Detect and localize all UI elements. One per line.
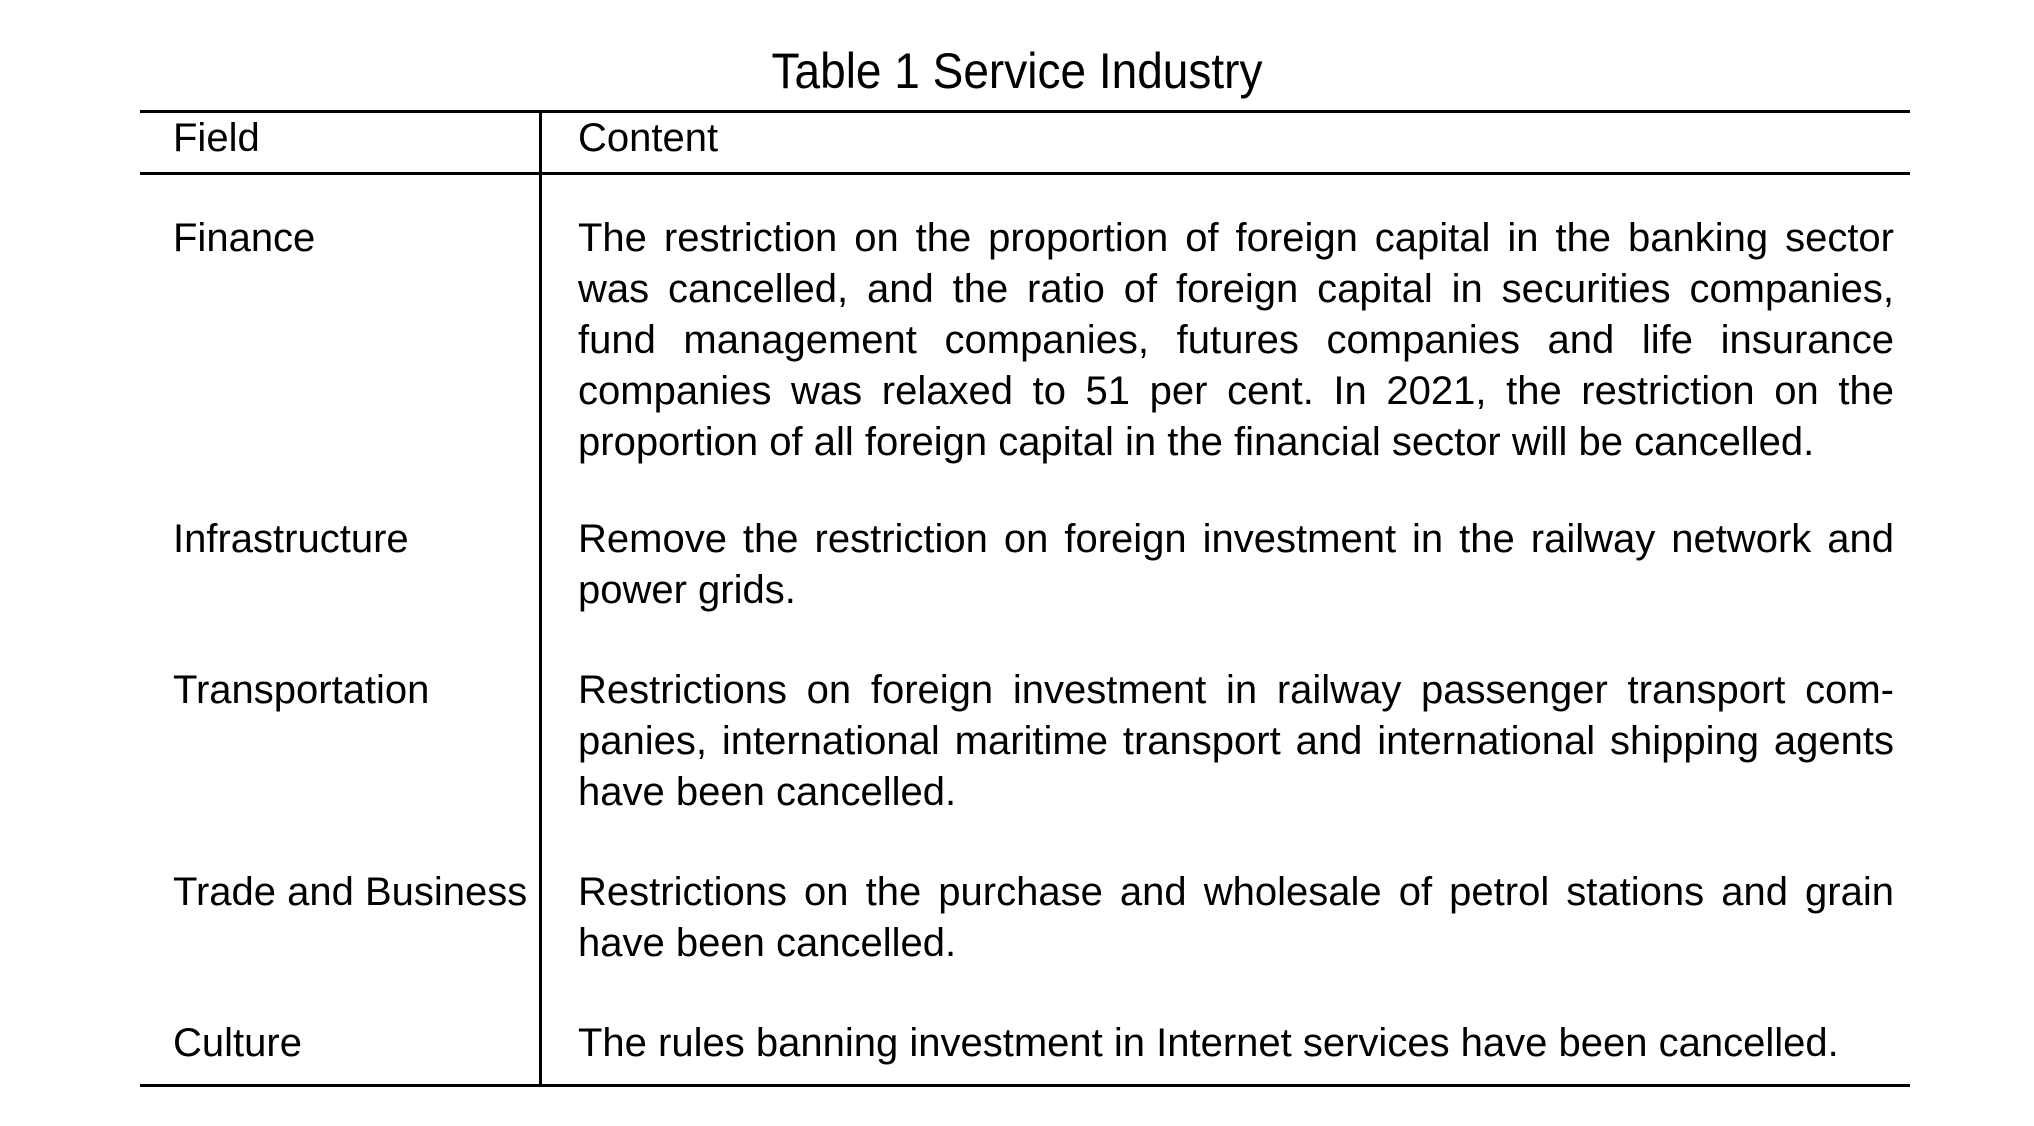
table-title: Table 1 Service Industry [771,43,1263,99]
row-content-infrastructure: Remove the restriction on foreign investment in the railway network and power grids. [578,517,1894,612]
row-content-finance: The restriction on the proportion of foreign capital in the banking sector was cancelled, and the ratio of foreign capital in securities companies, fund management companies, futures companies and life insurance companies was relaxed to 51 per cent. In 2021, the restriction on the proportion of all foreign capital in the financial sector will be cancelled. [578,216,1894,464]
row-content-transportation: Restrictions on foreign investment in railway passenger transport companies, international maritime transport and international shipping agents have been cancelled. [578,668,1894,814]
table-header-rule [140,172,1910,175]
table-bottom-rule [140,1084,1910,1087]
row-field-transportation: Transportation [173,668,430,712]
row-field-trade-and-business: Trade and Business [173,870,528,914]
row-content-trade-and-business: Restrictions on the purchase and wholesale of petrol stations and grain have been cancelled. [578,870,1894,965]
row-field-infrastructure: Infrastructure [173,517,409,561]
row-field-finance: Finance [173,216,316,260]
header-content: Content [578,116,719,160]
row-field-culture: Culture [173,1021,302,1065]
row-content-culture: The rules banning investment in Internet services have been cancelled. [578,1021,1839,1065]
service-industry-table [140,110,1910,1088]
header-field: Field [173,116,260,160]
